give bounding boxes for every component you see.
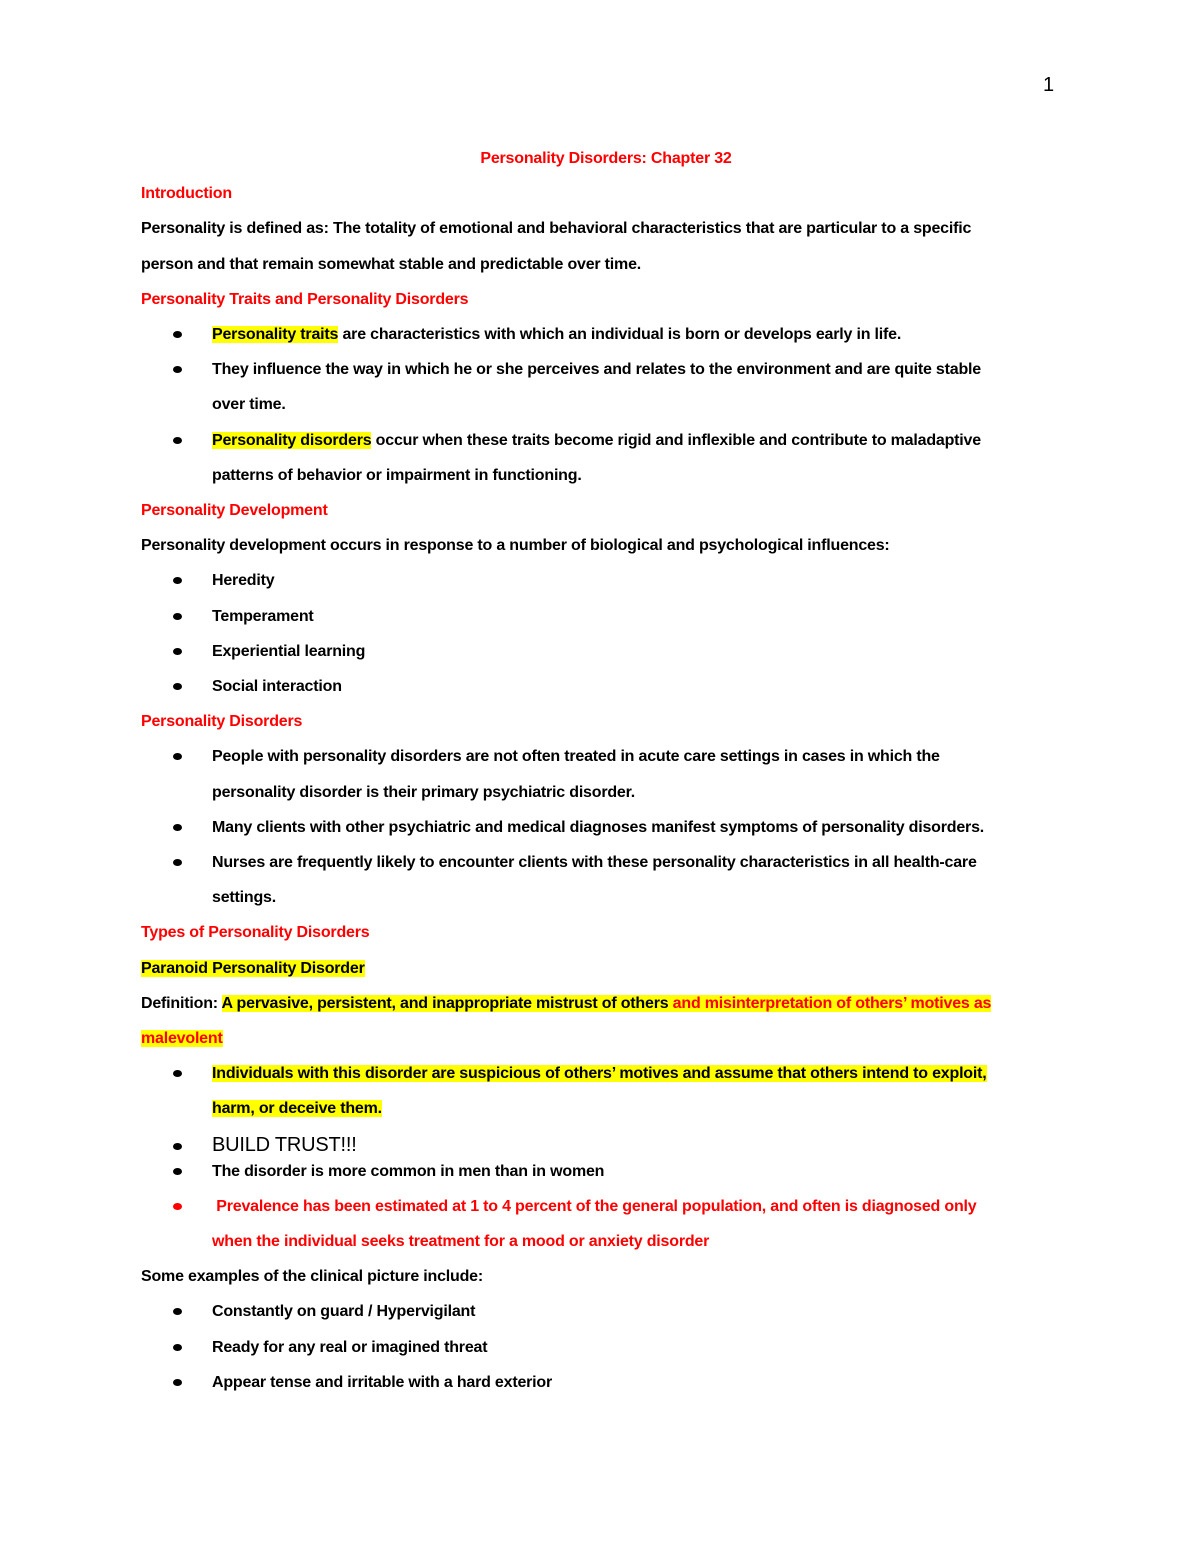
definition-highlight: A pervasive, persistent, and inappropriate mistrust of others [221,994,673,1012]
list-item-text: patterns of behavior or impairment in functioning. [212,466,582,484]
list-item-text: over time. [212,396,286,414]
list-item-text: People with personality disorders are not often treated in acute care settings in cases in which the [212,748,940,766]
bullet-icon [173,648,182,655]
list-item-text: Prevalence has been estimated at 1 to 4 percent of the general population, and often is diagnosed only [212,1197,977,1215]
list-item [212,599,1071,634]
list-item-text: when the individual seeks treatment for a mood or anxiety disorder [212,1232,710,1250]
development-text: Personality development occurs in response to a number of biological and psychological influences: [141,537,890,555]
heading-disorders: Personality Disorders [141,713,303,731]
bullet-icon [173,331,182,338]
bullet-icon [173,1203,182,1210]
document-title: Personality Disorders: Chapter 32 [480,150,732,167]
list-item [212,634,1071,669]
list-item [212,352,1071,422]
list-item-text: harm, or deceive them. [212,1100,382,1118]
bullet-icon [173,1308,182,1315]
list-item-text: Appear tense and irritable with a hard exterior [212,1373,553,1391]
highlight-term: Personality disorders [212,431,372,449]
bullet-icon [173,1143,182,1150]
heading-paranoid: Paranoid Personality Disorder [141,959,365,977]
list-item [212,739,1071,809]
list-item-text: Heredity [212,572,275,590]
list-item [212,1330,1071,1365]
list-item-text: Individuals with this disorder are suspicious of others’ motives and assume that others intend to exploit, [212,1065,987,1083]
intro-text-line-2: person and that remain somewhat stable and predictable over time. [141,255,642,273]
examples-intro: Some examples of the clinical picture include: [141,1268,484,1286]
list-item-text: Ready for any real or imagined threat [212,1338,488,1356]
list-item-text: BUILD TRUST!!! [212,1133,357,1156]
list-item [212,563,1071,598]
list-item-text: They influence the way in which he or she perceives and relates to the environment and are quite stable [212,361,981,379]
bullet-icon [173,577,182,584]
bullet-icon [173,1344,182,1351]
bullet-icon [173,824,182,831]
list-item-text: Temperament [212,607,314,625]
list-item-text: Social interaction [212,678,342,696]
list-item-text: Constantly on guard / Hypervigilant [212,1303,476,1321]
list-item [212,1189,1071,1259]
list-item [212,1294,1071,1329]
heading-traits: Personality Traits and Personality Disorders [141,290,469,308]
list-item [212,1365,1071,1400]
bullet-icon [173,366,182,373]
list-item [212,845,1071,915]
list-item [212,1133,1071,1158]
list-item-text: occur when these traits become rigid and inflexible and contribute to maladaptive [371,431,981,449]
definition-red-text: malevolent [141,1030,223,1048]
bullet-icon [173,613,182,620]
definition-red-text: and misinterpretation of others’ motives as [672,994,992,1012]
traits-list [141,317,1071,493]
heading-types: Types of Personality Disorders [141,924,370,942]
document-body [141,141,1071,1400]
intro-text-line-1: Personality is defined as: The totality of emotional and behavioral characteristics that are particular to a specific [141,220,972,238]
development-list [141,563,1071,704]
bullet-icon [173,1070,182,1077]
highlight-term: Personality traits [212,326,339,344]
list-item-text: Experiential learning [212,642,366,660]
disorders-list [141,739,1071,915]
examples-list [141,1294,1071,1400]
list-item-text: The disorder is more common in men than in women [212,1162,605,1180]
list-item-text: personality disorder is their primary psychiatric disorder. [212,783,636,801]
list-item [212,423,1071,493]
bullet-icon [173,437,182,444]
paranoid-list [141,1056,1071,1259]
definition-label: Definition: [141,994,222,1012]
list-item [212,317,1071,352]
list-item [212,669,1071,704]
bullet-icon [173,753,182,760]
bullet-icon [173,1379,182,1386]
list-item-text: Nurses are frequently likely to encounter clients with these personality characteristics in all health-care [212,854,977,872]
bullet-icon [173,683,182,690]
list-item [212,810,1071,845]
list-item [212,1056,1071,1126]
heading-development: Personality Development [141,502,328,520]
list-item-text: Many clients with other psychiatric and medical diagnoses manifest symptoms of personality disorders. [212,818,985,836]
page-number: 1 [1043,74,1055,96]
bullet-icon [173,859,182,866]
list-item [212,1158,1071,1185]
list-item-text: are characteristics with which an individual is born or develops early in life. [338,326,902,344]
heading-introduction: Introduction [141,185,232,203]
bullet-icon [173,1168,182,1175]
list-item-text: settings. [212,889,276,907]
